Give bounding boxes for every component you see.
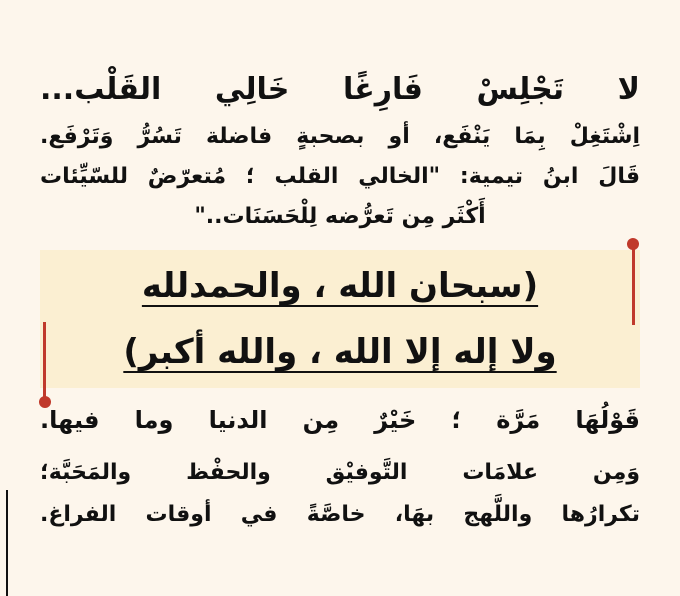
signs-line-2: تكرارُها واللَّهج بهَا، خاصَّةً في أوقات الفراغ. — [40, 502, 640, 527]
heading-line: لا تَجْلِسْ فَارِغًا خَالِي القَلْب... — [40, 72, 640, 107]
quote-line-2: أَكْثَر مِن تَعرُّضه لِلْحَسَنَات.." — [194, 204, 486, 229]
accent-dot-right — [627, 238, 639, 250]
quote-line-1: قَالَ ابنُ تيمية: "الخالي القلب ؛ مُتعرّضٌ للسّيِّئات — [40, 164, 640, 189]
dhikr-line-2: ولا إله إلا الله ، والله أكبر) — [123, 332, 557, 372]
advice-line: اِشْتَغِلْ بِمَا يَنْفَع، أو بصحبةٍ فاضلة تَسُرُّ وَتَرْفَع. — [40, 124, 640, 149]
virtue-line: قَوْلُهَا مَرَّة ؛ خَيْرٌ مِن الدنيا وما فيها. — [40, 406, 640, 434]
side-rule-dark — [6, 490, 8, 596]
dhikr-line-1: (سبحان الله ، والحمدلله — [141, 266, 539, 306]
signs-line-1: وَمِن علامَات التَّوفيْق والحفْظ والمَحَبَّة؛ — [40, 460, 640, 485]
